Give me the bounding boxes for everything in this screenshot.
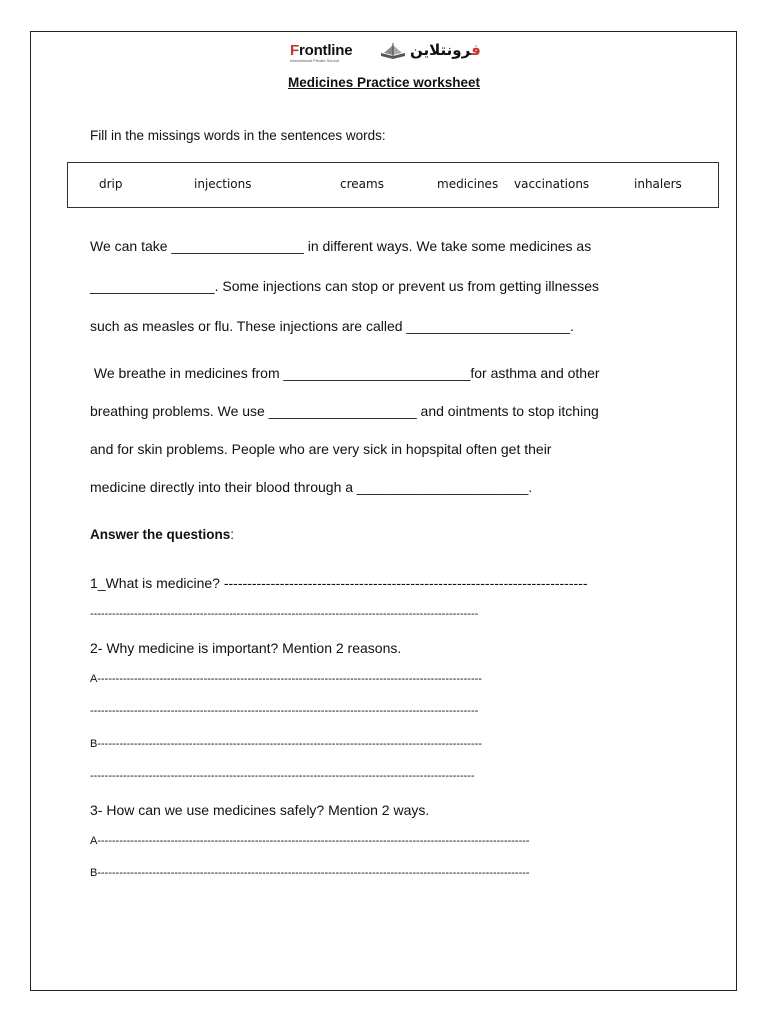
word-bank-item: vaccinations [514, 177, 590, 191]
word-bank [67, 162, 719, 208]
paragraph-line: medicine directly into their blood through a ______________________. [90, 479, 533, 495]
school-logo [290, 42, 500, 66]
answer-line: ---------------------------------------------------------------------------------------------------------- [90, 608, 479, 620]
instruction-text: Fill in the missings words in the sentences words: [90, 128, 386, 143]
word-bank-item: injections [194, 177, 252, 191]
word-bank-item: medicines [437, 177, 499, 191]
answer-line-a: A--------------------------------------------------------------------------------------------------------- [90, 673, 482, 685]
worksheet-title-wrap [0, 75, 768, 90]
answer-line: ---------------------------------------------------------------------------------------------------------- [90, 705, 479, 717]
answer-line: --------------------------------------------------------------------------------------------------------- [90, 770, 475, 782]
answer-line-b: B---------------------------------------------------------------------------------------------------------------------- [90, 867, 530, 879]
logo-arabic-name [410, 41, 481, 59]
worksheet-title: Medicines Practice worksheet [287, 75, 481, 90]
logo-arabic-letter: ف [470, 41, 481, 59]
logo-arabic-rest: رونتلاين [410, 41, 471, 59]
answer-line-a: A---------------------------------------------------------------------------------------------------------------------- [90, 835, 530, 847]
answer-line-b: B--------------------------------------------------------------------------------------------------------- [90, 738, 482, 750]
question-1: 1_What is medicine? ------------------------------------------------------------------------------ [90, 575, 588, 591]
word-bank-item: inhalers [634, 177, 682, 191]
logo-english-name [290, 42, 352, 59]
logo-name-rest: rontline [298, 42, 353, 59]
paragraph-line: We can take _________________ in different ways. We take some medicines as [90, 238, 592, 254]
answer-heading [90, 527, 234, 542]
paragraph-line: breathing problems. We use ___________________ and ointments to stop itching [90, 403, 599, 419]
paragraph-line: and for skin problems. People who are very sick in hopspital often get their [90, 441, 552, 457]
answer-heading-colon: : [230, 527, 235, 542]
logo-letter: F [290, 42, 299, 59]
book-icon [380, 42, 406, 60]
paragraph-line: such as measles or flu. These injections are called _____________________. [90, 318, 574, 334]
question-2: 2- Why medicine is important? Mention 2 reasons. [90, 640, 402, 656]
logo-subtitle: International Private School [290, 58, 339, 63]
paragraph-line: ________________. Some injections can stop or prevent us from getting illnesses [90, 278, 599, 294]
answer-heading-text: Answer the questions [90, 527, 231, 542]
word-bank-item: drip [99, 177, 123, 191]
question-3: 3- How can we use medicines safely? Mention 2 ways. [90, 802, 430, 818]
paragraph-line: We breathe in medicines from ________________________for asthma and other [90, 365, 600, 381]
word-bank-item: creams [340, 177, 384, 191]
